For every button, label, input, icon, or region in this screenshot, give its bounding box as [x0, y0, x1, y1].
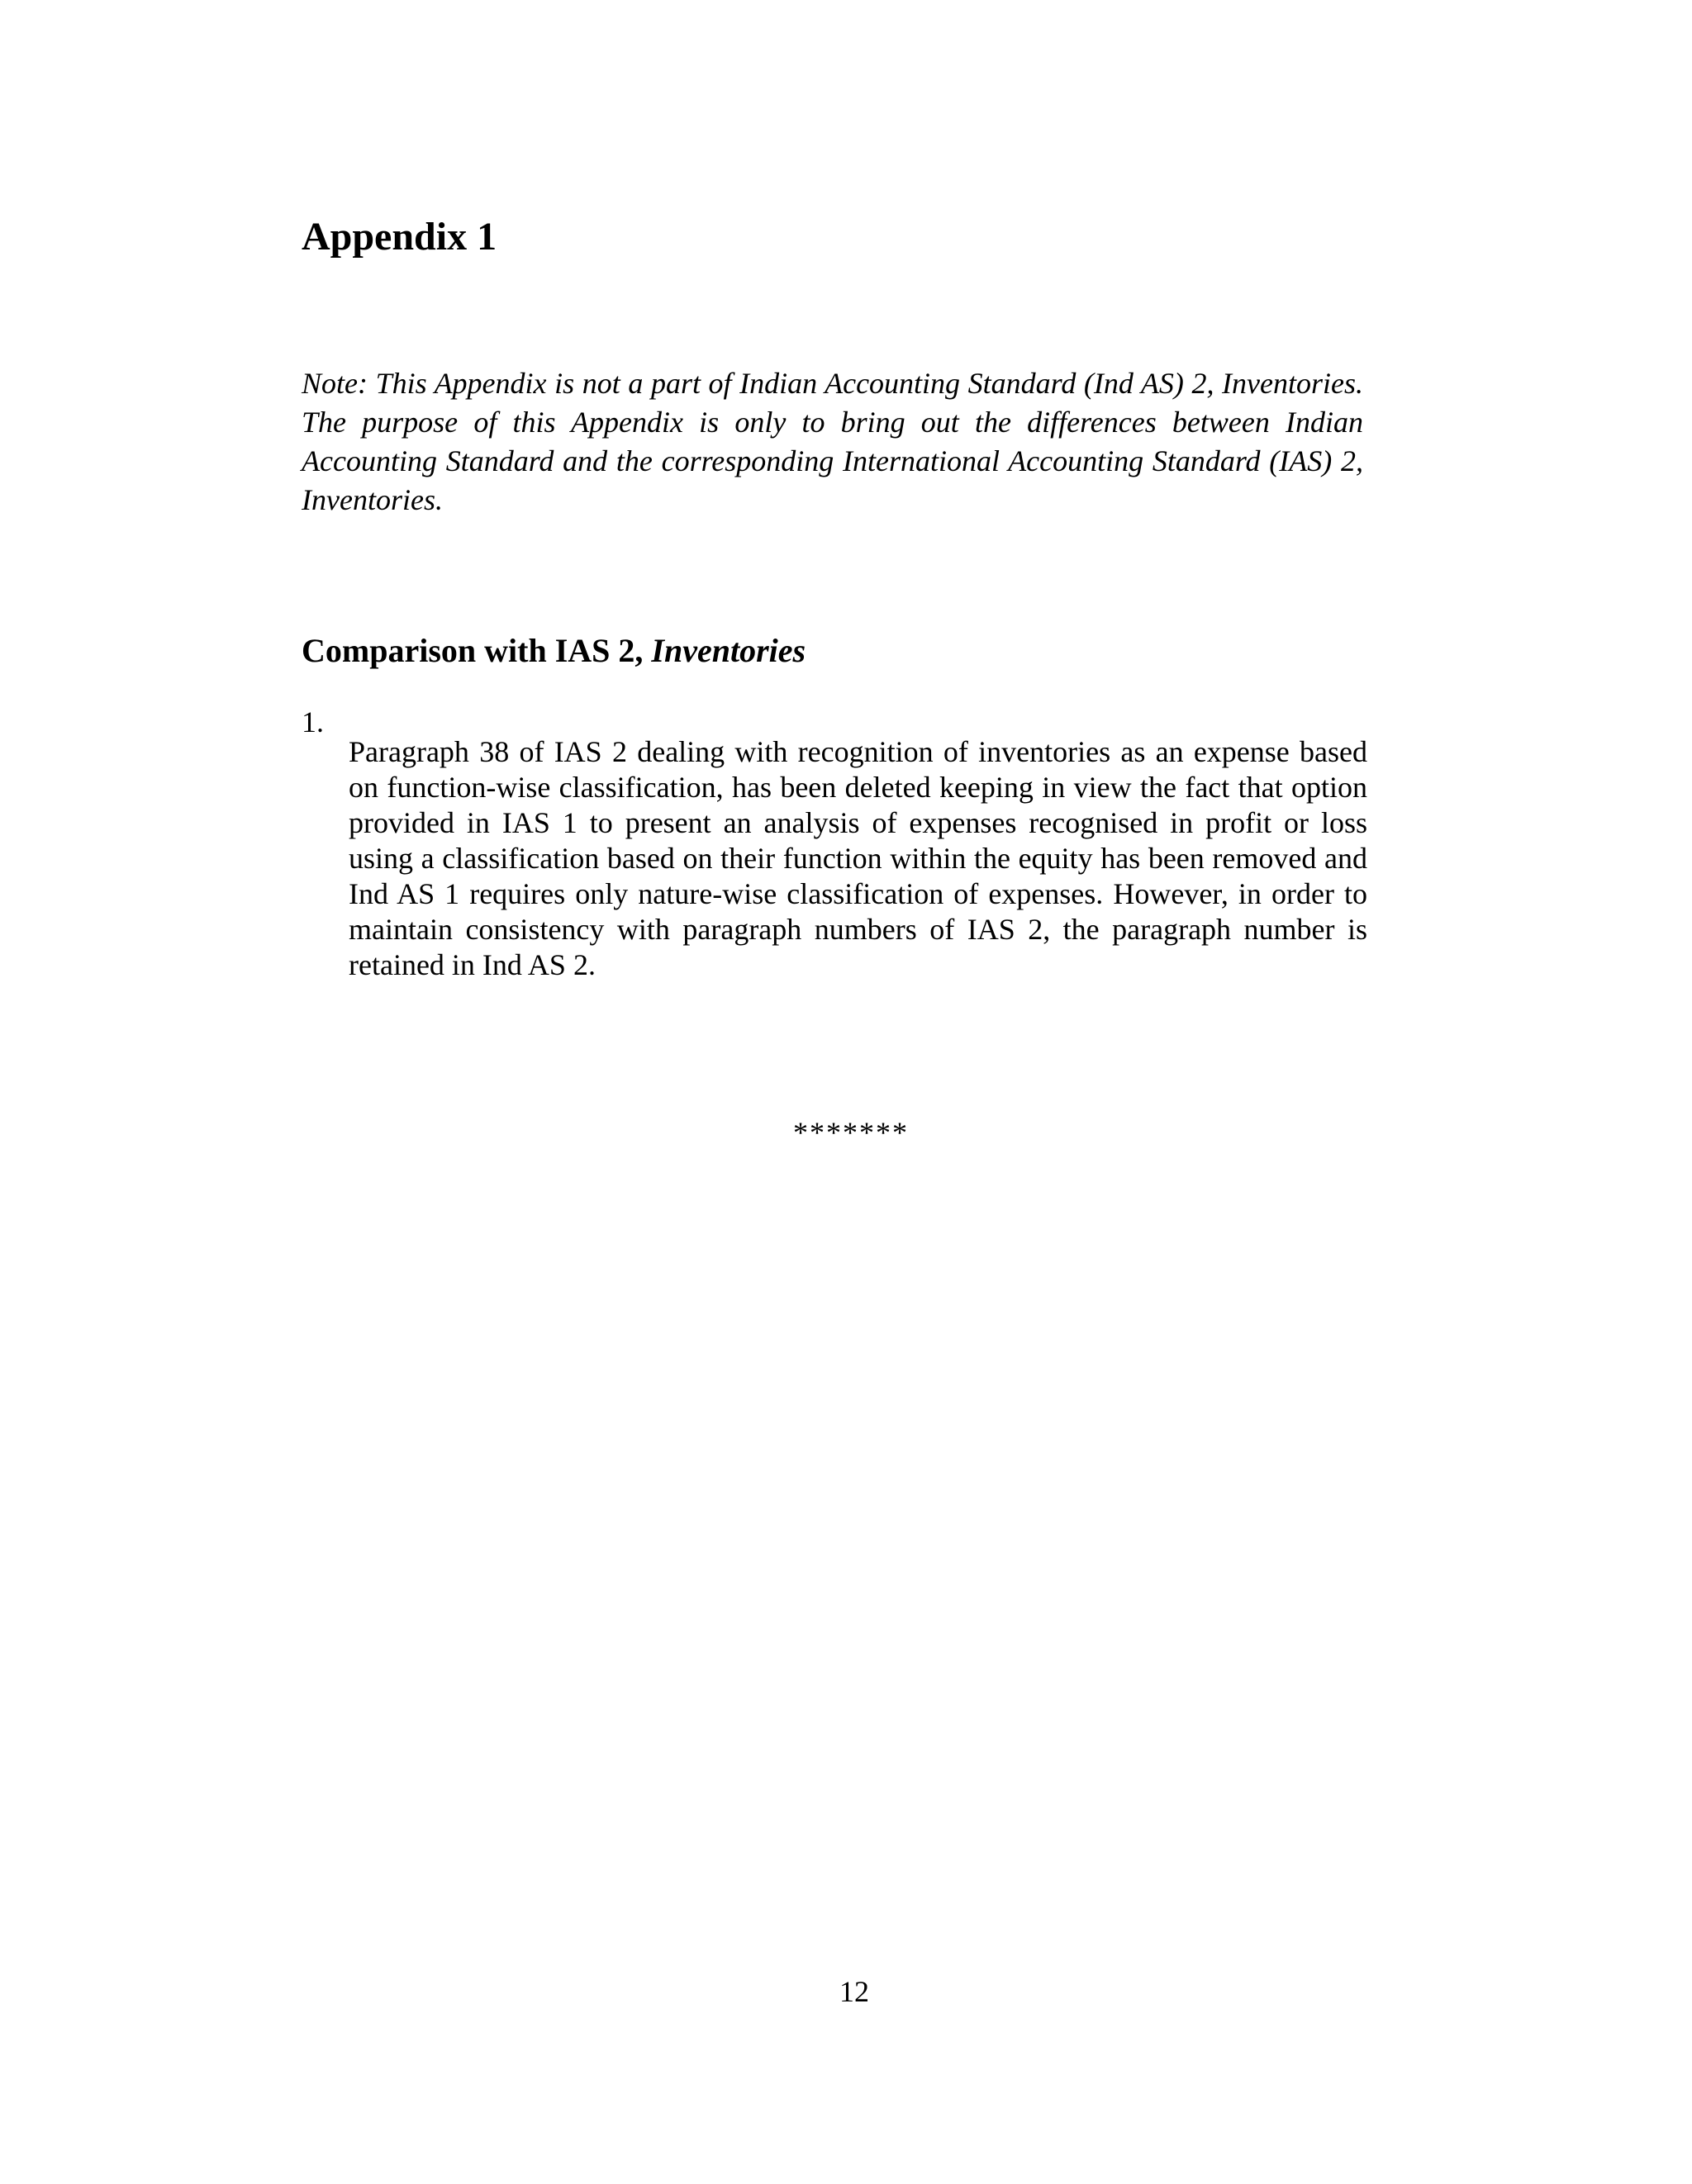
page-number: 12 — [839, 1975, 869, 2008]
item-text: Paragraph 38 of IAS 2 dealing with recognition of inventories as an expense based on function-wise classification, has been deleted keeping in view the fact that option provided in IAS 1 to present an analysis of expenses recognised in profit or loss using a classification based on their function within the equity has been removed and Ind AS 1 requires only nature-wise classification of expenses. However, in order to maintain consistency with paragraph numbers of IAS 2, the paragraph number is retained in Ind AS 2. — [349, 735, 1367, 981]
comparison-heading — [302, 631, 806, 671]
appendix-note: Note: This Appendix is not a part of Indian Accounting Standard (Ind AS) 2, Inventories. The purpose of this Appendix is only to bring out the differences between Indian Accounting Standard and the corresponding International Accounting Standard (IAS) 2, Inventories. — [302, 367, 1363, 516]
comparison-heading-prefix: Comparison with IAS 2, — [302, 632, 652, 669]
section-separator: ******* — [793, 1116, 909, 1149]
appendix-title: Appendix 1 — [302, 215, 497, 259]
comparison-item — [302, 705, 1367, 1013]
item-number: 1. — [302, 705, 324, 738]
comparison-heading-italic: Inventories — [651, 632, 806, 669]
